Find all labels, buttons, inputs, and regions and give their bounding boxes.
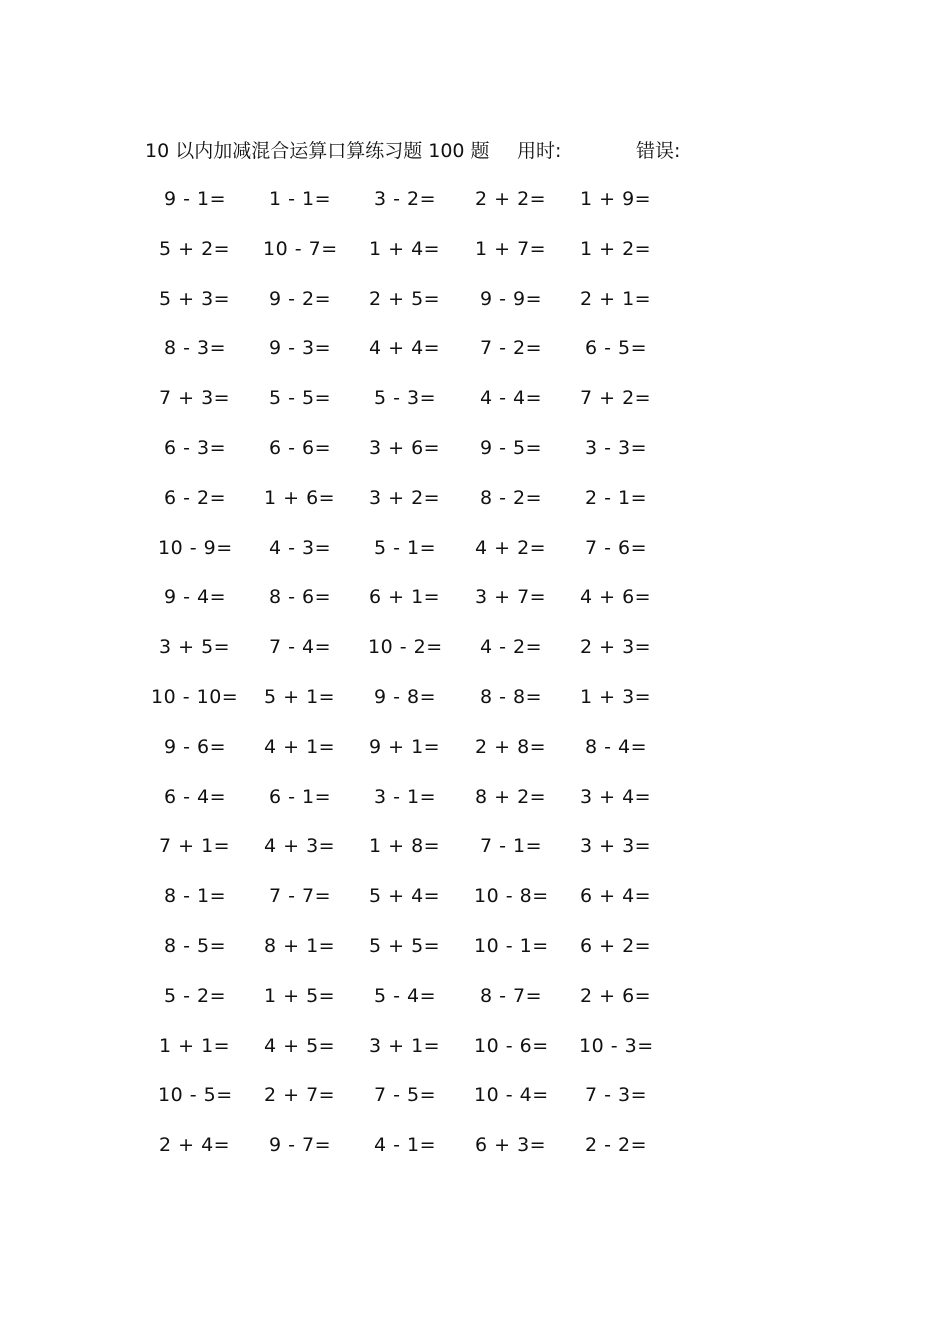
problem-row bbox=[145, 1030, 685, 1080]
problem-item: 3 - 3= bbox=[585, 436, 648, 459]
problem-row bbox=[145, 631, 685, 681]
problem-item: 1 + 2= bbox=[580, 237, 652, 260]
problem-item: 10 - 2= bbox=[368, 636, 443, 659]
problem-item: 5 + 3= bbox=[159, 287, 231, 310]
problem-item: 6 + 2= bbox=[580, 934, 652, 957]
problem-row bbox=[145, 581, 685, 631]
problem-item: 10 - 6= bbox=[474, 1034, 549, 1057]
problem-row bbox=[145, 183, 685, 233]
problem-item: 7 - 4= bbox=[269, 636, 332, 659]
problem-item: 9 - 2= bbox=[269, 287, 332, 310]
problem-item: 8 - 2= bbox=[480, 486, 543, 509]
problem-item: 8 + 1= bbox=[264, 934, 336, 957]
problem-item: 7 + 3= bbox=[159, 387, 231, 410]
problem-item: 4 + 2= bbox=[475, 536, 547, 559]
problem-item: 8 - 5= bbox=[164, 934, 227, 957]
problem-item: 2 + 6= bbox=[580, 984, 652, 1007]
problem-item: 4 - 1= bbox=[374, 1134, 437, 1157]
problem-grid bbox=[145, 183, 685, 1179]
problem-item: 9 + 1= bbox=[369, 735, 441, 758]
problem-item: 6 - 4= bbox=[164, 785, 227, 808]
problem-item: 5 - 1= bbox=[374, 536, 437, 559]
worksheet-header bbox=[145, 137, 765, 165]
problem-item: 3 + 1= bbox=[369, 1034, 441, 1057]
problem-row bbox=[145, 332, 685, 382]
problem-item: 9 - 1= bbox=[164, 188, 227, 210]
problem-row bbox=[145, 980, 685, 1030]
problem-item: 8 - 8= bbox=[480, 685, 543, 708]
problem-item: 3 + 6= bbox=[369, 436, 441, 459]
problem-item: 6 - 1= bbox=[269, 785, 332, 808]
problem-row bbox=[145, 930, 685, 980]
problem-item: 3 - 2= bbox=[374, 188, 437, 210]
problem-item: 2 + 5= bbox=[369, 287, 441, 310]
problem-item: 3 + 3= bbox=[580, 835, 652, 858]
problem-row bbox=[145, 482, 685, 532]
problem-item: 6 + 1= bbox=[369, 586, 441, 609]
problem-item: 4 + 4= bbox=[369, 337, 441, 360]
problem-item: 7 - 2= bbox=[480, 337, 543, 360]
problem-item: 1 + 1= bbox=[159, 1034, 231, 1057]
problem-item: 6 + 4= bbox=[580, 885, 652, 908]
problem-item: 8 - 3= bbox=[164, 337, 227, 360]
problem-item: 1 + 4= bbox=[369, 237, 441, 260]
problem-item: 4 + 1= bbox=[264, 735, 336, 758]
problem-item: 5 - 4= bbox=[374, 984, 437, 1007]
problem-item: 5 + 2= bbox=[159, 237, 231, 260]
problem-item: 7 + 2= bbox=[580, 387, 652, 410]
problem-item: 2 + 2= bbox=[475, 188, 547, 210]
problem-item: 4 - 4= bbox=[480, 387, 543, 410]
problem-item: 9 - 9= bbox=[480, 287, 543, 310]
problem-item: 9 - 7= bbox=[269, 1134, 332, 1157]
problem-item: 10 - 5= bbox=[158, 1084, 233, 1107]
problem-item: 8 - 4= bbox=[585, 735, 648, 758]
problem-item: 1 + 7= bbox=[475, 237, 547, 260]
error-count-label: 错误: bbox=[636, 140, 681, 162]
problem-row bbox=[145, 781, 685, 831]
problem-item: 6 - 2= bbox=[164, 486, 227, 509]
problem-item: 10 - 1= bbox=[474, 934, 549, 957]
problem-item: 3 + 7= bbox=[475, 586, 547, 609]
problem-item: 10 - 9= bbox=[158, 536, 233, 559]
problem-item: 7 + 1= bbox=[159, 835, 231, 858]
problem-item: 1 + 9= bbox=[580, 188, 652, 210]
problem-item: 6 - 5= bbox=[585, 337, 648, 360]
problem-item: 10 - 3= bbox=[579, 1034, 654, 1057]
problem-item: 3 + 2= bbox=[369, 486, 441, 509]
problem-item: 8 - 7= bbox=[480, 984, 543, 1007]
problem-row bbox=[145, 731, 685, 781]
problem-item: 2 - 2= bbox=[585, 1134, 648, 1157]
problem-item: 8 + 2= bbox=[475, 785, 547, 808]
problem-item: 10 - 7= bbox=[263, 237, 338, 260]
problem-row bbox=[145, 532, 685, 582]
problem-item: 4 + 6= bbox=[580, 586, 652, 609]
problem-item: 7 - 6= bbox=[585, 536, 648, 559]
problem-item: 8 - 6= bbox=[269, 586, 332, 609]
problem-item: 3 - 1= bbox=[374, 785, 437, 808]
problem-item: 7 - 5= bbox=[374, 1084, 437, 1107]
problem-row bbox=[145, 1079, 685, 1129]
problem-item: 5 - 2= bbox=[164, 984, 227, 1007]
problem-item: 5 - 3= bbox=[374, 387, 437, 410]
problem-item: 4 + 5= bbox=[264, 1034, 336, 1057]
problem-item: 2 + 3= bbox=[580, 636, 652, 659]
problem-item: 4 - 2= bbox=[480, 636, 543, 659]
problem-row bbox=[145, 382, 685, 432]
problem-item: 2 + 8= bbox=[475, 735, 547, 758]
problem-item: 3 + 4= bbox=[580, 785, 652, 808]
problem-item: 1 - 1= bbox=[269, 188, 332, 210]
worksheet-title: 10 以内加减混合运算口算练习题 100 题 bbox=[145, 140, 490, 162]
problem-item: 10 - 4= bbox=[474, 1084, 549, 1107]
problem-item: 9 - 6= bbox=[164, 735, 227, 758]
problem-item: 5 - 5= bbox=[269, 387, 332, 410]
problem-item: 6 + 3= bbox=[475, 1134, 547, 1157]
problem-item: 6 - 3= bbox=[164, 436, 227, 459]
problem-item: 1 + 3= bbox=[580, 685, 652, 708]
problem-item: 9 - 4= bbox=[164, 586, 227, 609]
problem-row bbox=[145, 283, 685, 333]
problem-item: 1 + 5= bbox=[264, 984, 336, 1007]
problem-item: 9 - 3= bbox=[269, 337, 332, 360]
problem-item: 7 - 1= bbox=[480, 835, 543, 858]
problem-item: 10 - 8= bbox=[474, 885, 549, 908]
problem-row bbox=[145, 1129, 685, 1179]
problem-row bbox=[145, 432, 685, 482]
problem-row bbox=[145, 233, 685, 283]
problem-row bbox=[145, 830, 685, 880]
problem-item: 4 + 3= bbox=[264, 835, 336, 858]
problem-item: 1 + 8= bbox=[369, 835, 441, 858]
problem-item: 8 - 1= bbox=[164, 885, 227, 908]
problem-item: 5 + 4= bbox=[369, 885, 441, 908]
problem-row bbox=[145, 681, 685, 731]
problem-item: 7 - 7= bbox=[269, 885, 332, 908]
problem-item: 2 + 4= bbox=[159, 1134, 231, 1157]
time-used-label: 用时: bbox=[517, 140, 562, 162]
problem-item: 1 + 6= bbox=[264, 486, 336, 509]
problem-item: 7 - 3= bbox=[585, 1084, 648, 1107]
problem-item: 10 - 10= bbox=[151, 685, 239, 708]
problem-item: 4 - 3= bbox=[269, 536, 332, 559]
problem-item: 2 + 7= bbox=[264, 1084, 336, 1107]
problem-item: 2 + 1= bbox=[580, 287, 652, 310]
problem-item: 5 + 5= bbox=[369, 934, 441, 957]
problem-item: 6 - 6= bbox=[269, 436, 332, 459]
problem-item: 2 - 1= bbox=[585, 486, 648, 509]
problem-item: 9 - 8= bbox=[374, 685, 437, 708]
problem-item: 5 + 1= bbox=[264, 685, 336, 708]
problem-item: 9 - 5= bbox=[480, 436, 543, 459]
problem-item: 3 + 5= bbox=[159, 636, 231, 659]
problem-row bbox=[145, 880, 685, 930]
